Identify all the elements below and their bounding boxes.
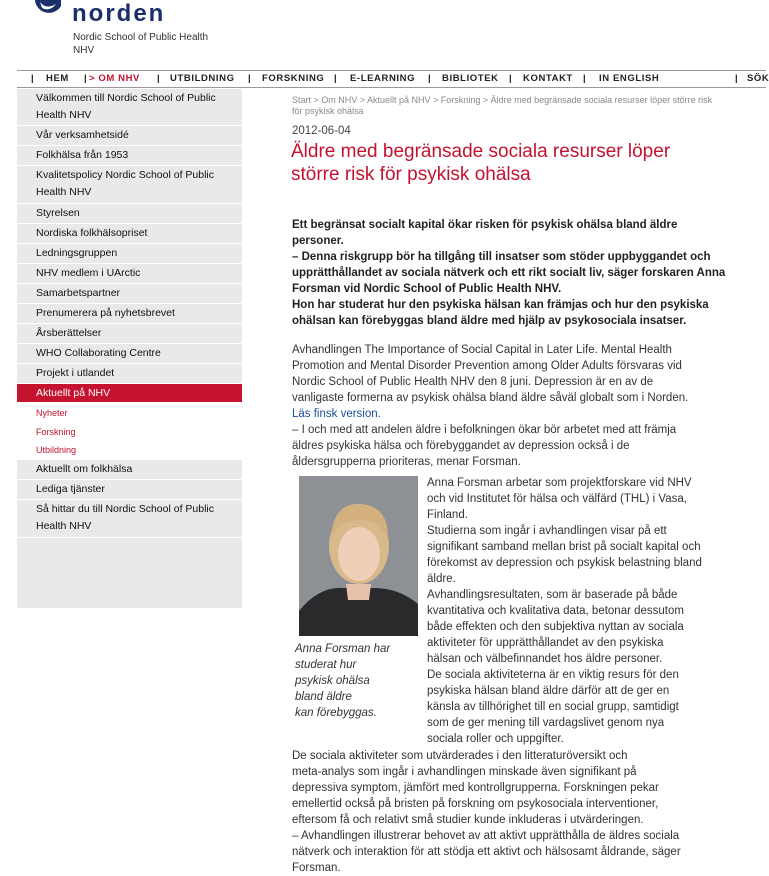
nav-item-bibliotek[interactable]: BIBLIOTEK [442, 73, 499, 84]
caption-line: kan förebyggas. [295, 707, 377, 719]
paragraph-line: både effekten och den subjektiva nyttan av sociala [427, 621, 684, 633]
caption-line: psykisk ohälsa [295, 675, 370, 687]
paragraph-line: Anna Forsman arbetar som projektforskare vid NHV [427, 477, 692, 489]
paragraph-line: – I och med att andelen äldre i befolkningen ökar bör arbetet med att främja [292, 424, 677, 436]
brand-name[interactable]: norden [72, 0, 166, 27]
sidebar-item-nyhetsbrevet[interactable]: Prenumerera på nyhetsbrevet [17, 304, 242, 324]
lead-line: personer. [292, 235, 344, 247]
sidebar [17, 89, 242, 608]
paragraph-line: aktiviteter för upprätthållandet av den psykiska [427, 637, 664, 649]
page-title-line: Äldre med begränsade sociala resurser löper [291, 141, 671, 162]
sidebar-item-label: Kvalitetspolicy Nordic School of Public [36, 169, 214, 181]
paragraph-line: Avhandlingen The Importance of Social Capital in Later Life. Mental Health [292, 344, 672, 356]
paragraph-line: som de ger mening till vardagslivet genom nya [427, 717, 665, 729]
sidebar-item-kvalitetspolicy[interactable] [17, 166, 242, 204]
nav-item-hem[interactable]: HEM [46, 73, 69, 84]
top-navigation [17, 70, 769, 88]
sidebar-item-label: Health NHV [36, 520, 92, 532]
article-lead [292, 217, 742, 329]
paragraph-line: Promotion and Mental Disorder Prevention among Older Adults försvaras vid [292, 360, 682, 372]
paragraph-line: förekomst av depression och psykisk belastning bland [427, 557, 702, 569]
sidebar-item-valkommen[interactable] [17, 89, 242, 126]
school-name-line: Nordic School of Public Health [73, 32, 209, 43]
nav-separator: | [583, 73, 587, 84]
paragraph-line: Forsman. [292, 862, 341, 874]
nav-item-kontakt[interactable]: KONTAKT [523, 73, 573, 84]
paragraph-line: hälsan och välbefinnandet hos äldre personer. [427, 653, 663, 665]
caption-line: Anna Forsman har [295, 643, 391, 655]
sidebar-subitem-nyheter[interactable]: Nyheter [17, 403, 242, 423]
nav-item-in-english[interactable]: IN ENGLISH [599, 73, 660, 84]
lead-line: upprätthållandet av sociala nätverk och ett rikt socialt liv, säger forskaren Anna [292, 267, 726, 279]
nav-item-sok[interactable]: SÖK [747, 73, 769, 84]
nav-separator: | [509, 73, 513, 84]
sidebar-item-projekt[interactable]: Projekt i utlandet [17, 364, 242, 384]
paragraph-line: De sociala aktiviteterna är en viktig resurs för den [427, 669, 679, 681]
paragraph-line: och vid Institutet för hälsa och välfärd (THL) i Vasa, [427, 493, 687, 505]
paragraph-line: känsla av tillhörighet till en social grupp, samtidigt [427, 701, 679, 713]
sidebar-item-label: Välkommen till Nordic School of Public [36, 92, 216, 104]
caption-line: bland äldre [295, 691, 352, 703]
lead-line: ohälsan kan förebyggas bland äldre med hjälp av psykosociala insatser. [292, 315, 687, 327]
paragraph-line: Studierna som ingår i avhandlingen visar på ett [427, 525, 667, 537]
paragraph-line: emellertid också på bristen på forskning om psykosociala interventioner, [292, 798, 659, 810]
paragraph-line: sociala roller och uppgifter. [427, 733, 564, 745]
sidebar-item-samarbetspartner[interactable]: Samarbetspartner [17, 284, 242, 304]
sidebar-item-verksamhetside[interactable]: Vår verksamhetsidé [17, 126, 242, 146]
nav-item-utbildning[interactable]: UTBILDNING [170, 73, 235, 84]
paragraph-line: nätverk och interaktion för att stödja ett aktivt och hälsosamt åldrande, säger [292, 846, 681, 858]
paragraph-line: åldersgrupperna prioriteras, menar Forsman. [292, 456, 521, 468]
sidebar-item-label: Health NHV [36, 109, 92, 121]
article-closing-paragraph [292, 748, 747, 876]
school-name-line: NHV [73, 45, 95, 56]
photo-caption [295, 641, 415, 721]
paragraph-line: äldres psykiska hälsa och förebyggandet av depression också i de [292, 440, 630, 452]
nav-item-e-learning[interactable]: E-LEARNING [350, 73, 416, 84]
author-photo [299, 476, 418, 636]
paragraph-line: eftersom få och relativt små studier kunde inkluderas i utvärderingen. [292, 814, 644, 826]
nav-separator: | [334, 73, 338, 84]
sidebar-item-folkhalsopriset[interactable]: Nordiska folkhälsopriset [17, 224, 242, 244]
sidebar-item-label: Health NHV [36, 186, 92, 198]
nav-separator: | [428, 73, 432, 84]
sidebar-item-aktuellt-pa-nhv[interactable]: Aktuellt på NHV [17, 384, 242, 403]
paragraph-line: meta-analys som ingår i avhandlingen minskade även signifikant på [292, 766, 637, 778]
sidebar-item-lediga-tjanster[interactable]: Lediga tjänster [17, 480, 242, 500]
paragraph-line: signifikant samband mellan brist på socialt kapital och [427, 541, 701, 553]
nav-item-forskning[interactable]: FORSKNING [262, 73, 325, 84]
school-name [73, 31, 208, 57]
page-title [291, 140, 741, 186]
article-paragraph [292, 342, 747, 470]
nav-separator: | [735, 73, 739, 84]
paragraph-line: äldre. [427, 573, 456, 585]
sidebar-item-aktuellt-folkhalsa[interactable]: Aktuellt om folkhälsa [17, 460, 242, 480]
sidebar-item-styrelsen[interactable]: Styrelsen [17, 204, 242, 224]
sidebar-subitem-utbildning[interactable]: Utbildning [17, 442, 242, 460]
breadcrumb-line: för psykisk ohälsa [292, 106, 364, 116]
sidebar-item-uarctic[interactable]: NHV medlem i UArctic [17, 264, 242, 284]
paragraph-line: kvantitativa och kvalitativa data, betonar dessutom [427, 605, 684, 617]
sidebar-item-sa-hittar-du[interactable] [17, 500, 242, 538]
lead-line: Ett begränsat socialt kapital ökar risken för psykisk ohälsa bland äldre [292, 219, 678, 231]
caption-line: studerat hur [295, 659, 357, 671]
article-date: 2012-06-04 [292, 125, 351, 137]
nav-separator: | [84, 73, 88, 84]
paragraph-line: psykiska hälsan bland äldre därför att de ger en [427, 685, 670, 697]
sidebar-item-arsberattelser[interactable]: Årsberättelser [17, 324, 242, 344]
article-side-paragraph [427, 475, 747, 747]
lead-line: – Denna riskgrupp bör ha tillgång till insatser som stöder uppbyggandet och [292, 251, 711, 263]
author-portrait-icon [299, 476, 418, 636]
paragraph-line: depressiva symptom, jämfört med kontrollgrupperna. Forskningen pekar [292, 782, 659, 794]
page-title-line: större risk för psykisk ohälsa [291, 164, 531, 185]
nav-item-om-nhv[interactable] [89, 73, 140, 84]
lead-line: Hon har studerat hur den psykiska hälsan kan främjas och hur den psykiska [292, 299, 709, 311]
sidebar-item-ledningsgruppen[interactable]: Ledningsgruppen [17, 244, 242, 264]
nav-item-label: OM NHV [98, 73, 140, 84]
breadcrumb[interactable] [292, 95, 742, 117]
nav-separator: | [248, 73, 252, 84]
paragraph-line: Finland. [427, 509, 468, 521]
breadcrumb-line: Start > Om NHV > Aktuellt på NHV > Forskning > Äldre med begränsade sociala resurser löper större risk [292, 95, 713, 105]
sidebar-item-label: Så hittar du till Nordic School of Public [36, 503, 215, 515]
finnish-version-link[interactable]: Läs finsk version. [292, 408, 381, 420]
paragraph-line: vanligaste formerna av psykisk ohälsa bland äldre såväl globalt som i Norden. [292, 392, 689, 404]
lead-line: Forsman vid Nordic School of Public Health NHV. [292, 283, 562, 295]
paragraph-line: Nordic School of Public Health NHV den 8 juni. Depression är en av de [292, 376, 654, 388]
paragraph-line: Avhandlingsresultaten, som är baserade på både [427, 589, 678, 601]
sidebar-subitem-forskning[interactable]: Forskning [17, 423, 242, 442]
norden-swan-logo-icon[interactable] [32, 0, 62, 22]
site-header [0, 0, 766, 72]
sidebar-item-who[interactable]: WHO Collaborating Centre [17, 344, 242, 364]
paragraph-line: – Avhandlingen illustrerar behovet av att aktivt upprätthålla de äldres sociala [292, 830, 680, 842]
nav-separator: | [31, 73, 35, 84]
nav-separator: | [157, 73, 161, 84]
paragraph-line: De sociala aktiviteter som utvärderades i den litteraturöversikt och [292, 750, 628, 762]
nav-active-marker: > [89, 73, 99, 84]
sidebar-item-folkhalsa-1953[interactable]: Folkhälsa från 1953 [17, 146, 242, 166]
